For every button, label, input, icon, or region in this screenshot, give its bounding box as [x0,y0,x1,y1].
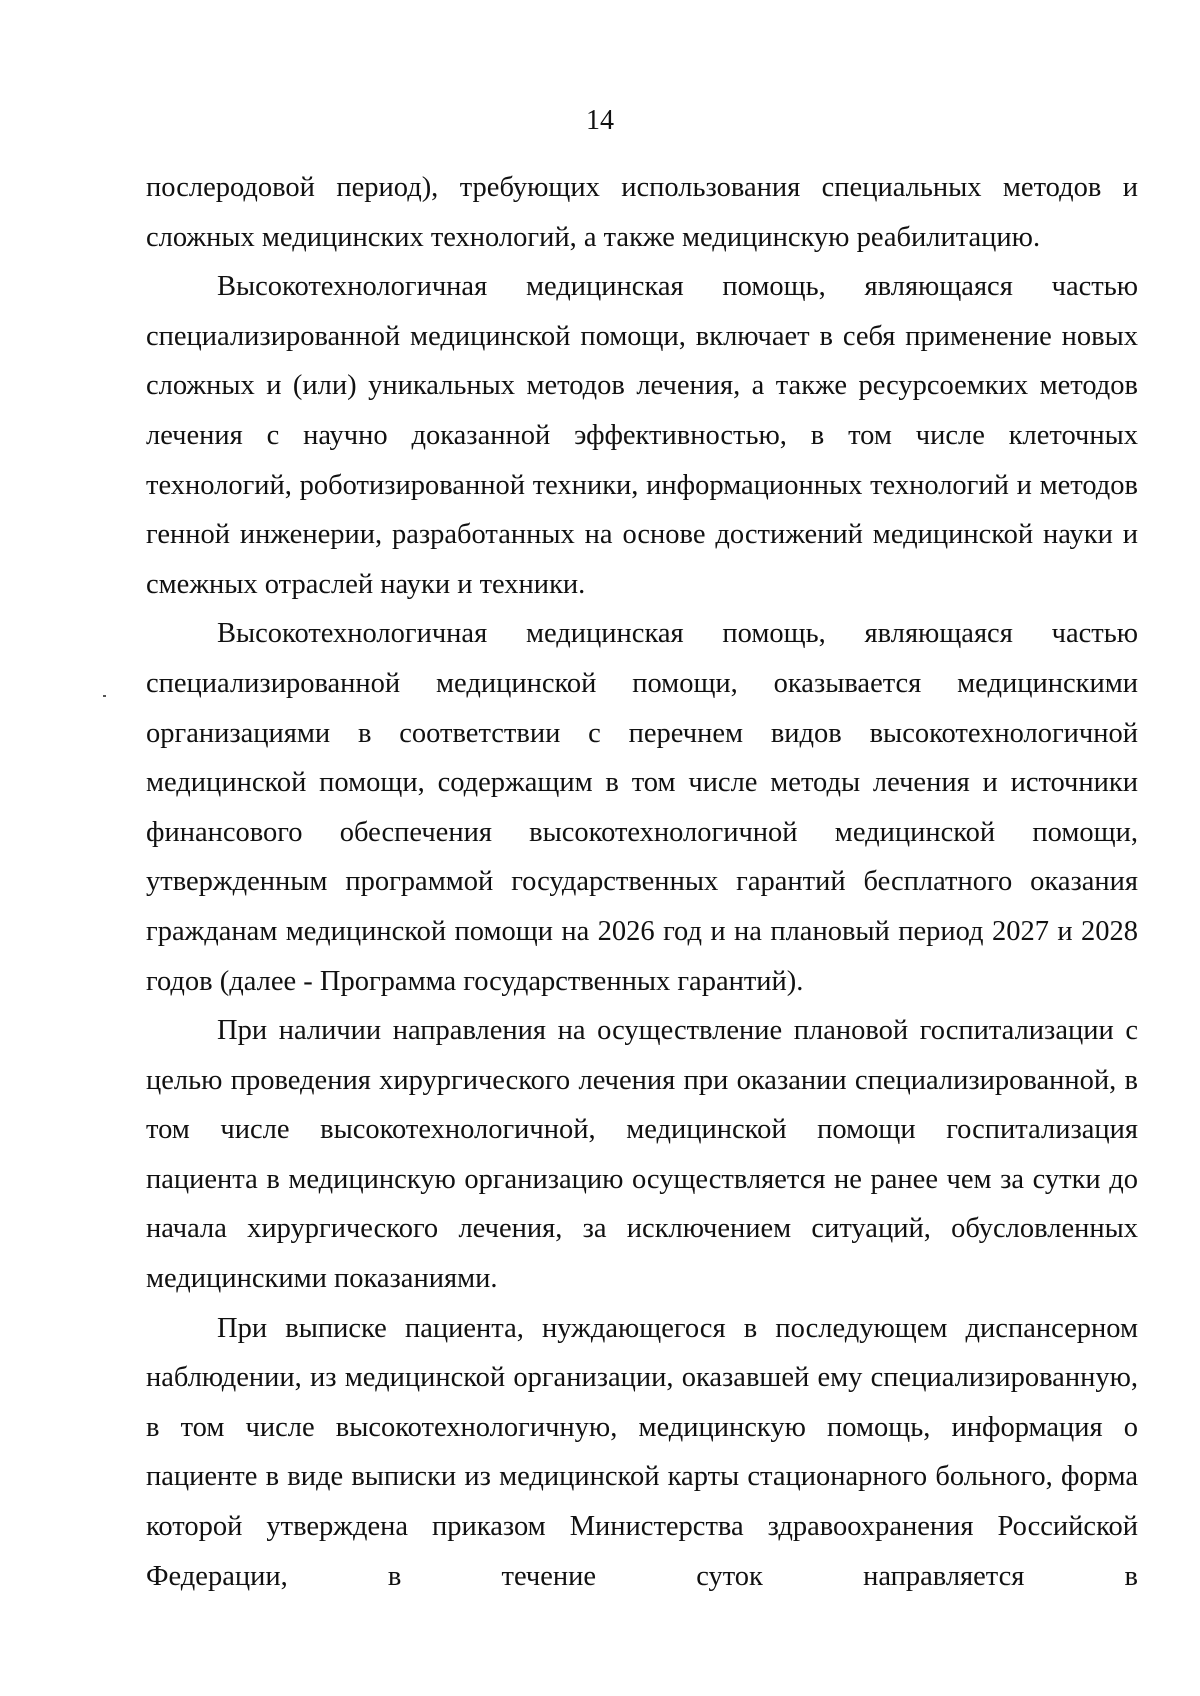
paragraph-patient-discharge: При выписке пациента, нуждающегося в последующем диспансерном наблюдении, из медицинской организации, оказавшей ему специализированную, в том числе высокотехнологичную, медицинскую помощь, информация о пациенте в виде выписки из медицинской карты стационарного больного, форма которой утверждена приказом Министерства здравоохранения Российской Федерации, в течение суток направляется в [146,1312,1138,1592]
scan-speck [103,695,106,697]
paragraph-planned-hospitalization: При наличии направления на осуществление плановой госпитализации с целью проведения хирургического лечения при оказании специализированной, в том числе высокотехнологичной, медицинской помощи госпитализация пациента в медицинскую организацию осуществляется не ранее чем за сутки до начала хирургического лечения, за исключением ситуаций, обусловленных медицинскими показаниями. [146,1015,1138,1295]
page-number: 14 [586,105,614,136]
document-body [146,163,1138,1601]
paragraph-high-tech-care-definition: Высокотехнологичная медицинская помощь, являющаяся частью специализированной медицинской помощи, включает в себя применение новых сложных и (или) уникальных методов лечения, а также ресурсоемких методов лечения с научно доказанной эффективностью, в том числе клеточных технологий, роботизированной техники, информационных технологий и методов генной инженерии, разработанных на основе достижений медицинской науки и смежных отраслей науки и техники. [146,271,1138,600]
paragraph-continuation: послеродовой период), требующих использования специальных методов и сложных медицинских технологий, а также медицинскую реабилитацию. [146,172,1138,253]
paragraph-high-tech-care-provision: Высокотехнологичная медицинская помощь, являющаяся частью специализированной медицинской помощи, оказывается медицинскими организациями в соответствии с перечнем видов высокотехнологичной медицинской помощи, содержащим в том числе методы лечения и источники финансового обеспечения высокотехнологичной медицинской помощи, утвержденным программой государственных гарантий бесплатного оказания гражданам медицинской помощи на 2026 год и на плановый период 2027 и 2028 годов (далее - Программа государственных гарантий). [146,618,1138,997]
